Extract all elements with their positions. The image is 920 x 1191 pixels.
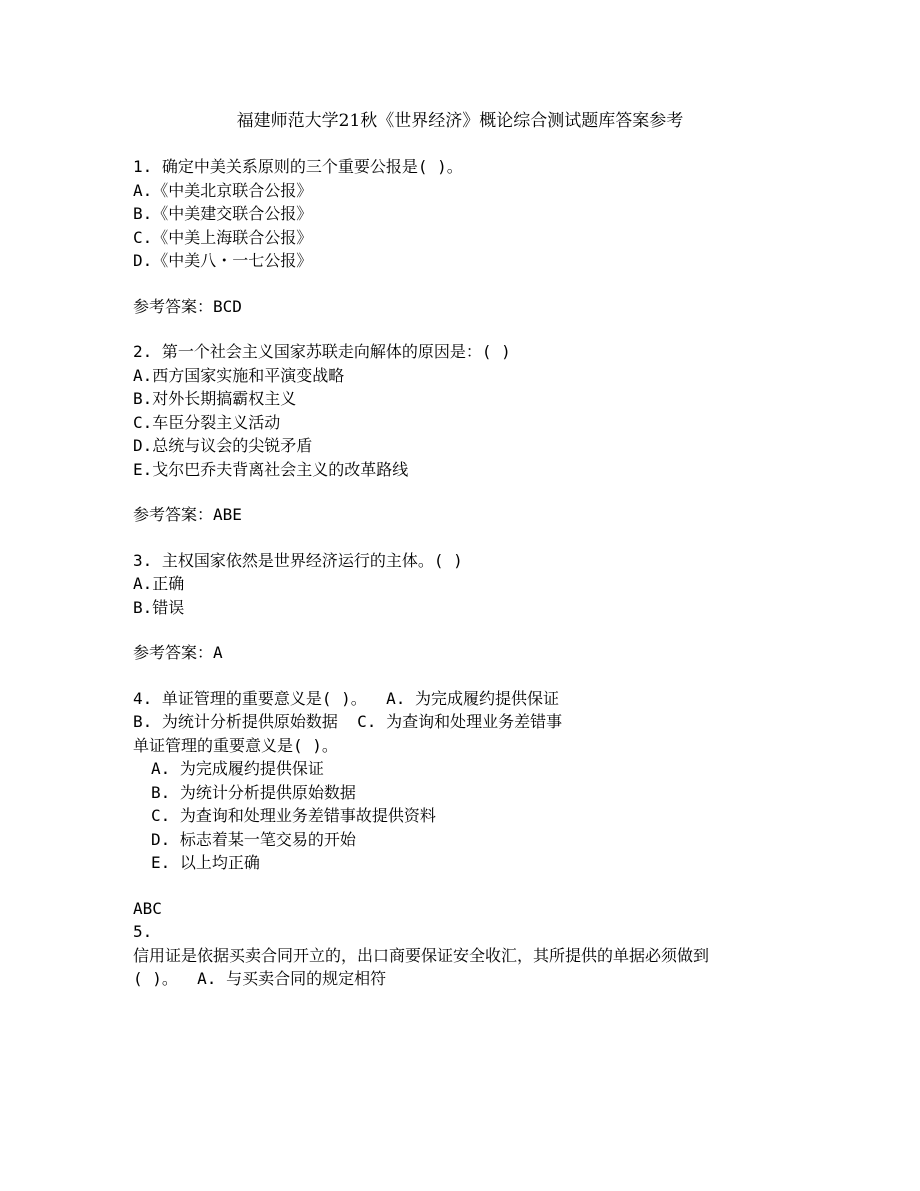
option-c: C.车臣分裂主义活动 (133, 412, 281, 432)
reference-answer: 参考答案：A (133, 643, 223, 662)
option-a: A. 为完成履约提供保证 (151, 759, 324, 778)
option-a: A.西方国家实施和平演变战略 (133, 365, 345, 385)
question-stem: 信用证是依据买卖合同开立的，出口商要保证安全收汇，其所提供的单据必须做到 (133, 945, 710, 965)
option-d: D. 标志着某一笔交易的开始 (151, 829, 356, 849)
question-stem-continued: B. 为统计分析提供原始数据 C. 为查询和处理业务差错事 (133, 712, 563, 731)
option-e: E.戈尔巴乔夫背离社会主义的改革路线 (133, 459, 409, 479)
option-d: D.总统与议会的尖锐矛盾 (133, 436, 313, 455)
option-c: C.《中美上海联合公报》 (133, 227, 313, 247)
option-c: C. 为查询和处理业务差错事故提供资料 (151, 806, 436, 825)
document-content (133, 155, 823, 1015)
option-b: B. 为统计分析提供原始数据 (151, 782, 356, 802)
question-4 (133, 687, 823, 921)
question-stem-continued: ( )。 A. 与买卖合同的规定相符 (133, 969, 387, 988)
document-title: 福建师范大学21秋《世界经济》概论综合测试题库答案参考 (236, 111, 684, 131)
option-b: B.对外长期搞霸权主义 (133, 389, 297, 408)
question-stem: 3. 主权国家依然是世界经济运行的主体。( ) (133, 550, 463, 570)
reference-answer: ABC (133, 898, 162, 918)
question-1 (133, 155, 823, 318)
question-stem: 1. 确定中美关系原则的三个重要公报是( )。 (133, 157, 463, 176)
question-stem: 2. 第一个社会主义国家苏联走向解体的原因是：( ) (133, 342, 511, 361)
option-e: E. 以上均正确 (151, 853, 260, 872)
question-restated: 单证管理的重要意义是( )。 (133, 735, 338, 755)
reference-answer: 参考答案：BCD (133, 296, 242, 316)
question-number: 5. (133, 922, 153, 941)
option-d: D.《中美八・一七公报》 (133, 251, 313, 270)
question-stem: 4. 单证管理的重要意义是( )。 A. 为完成履约提供保证 (133, 688, 559, 708)
option-b: B.《中美建交联合公报》 (133, 204, 313, 223)
option-a: A.《中美北京联合公报》 (133, 180, 313, 200)
question-5 (133, 920, 823, 991)
question-2 (133, 340, 823, 527)
option-b: B.错误 (133, 597, 185, 617)
question-3 (133, 549, 823, 665)
reference-answer: 参考答案：ABE (133, 505, 242, 524)
option-a: A.正确 (133, 574, 185, 593)
